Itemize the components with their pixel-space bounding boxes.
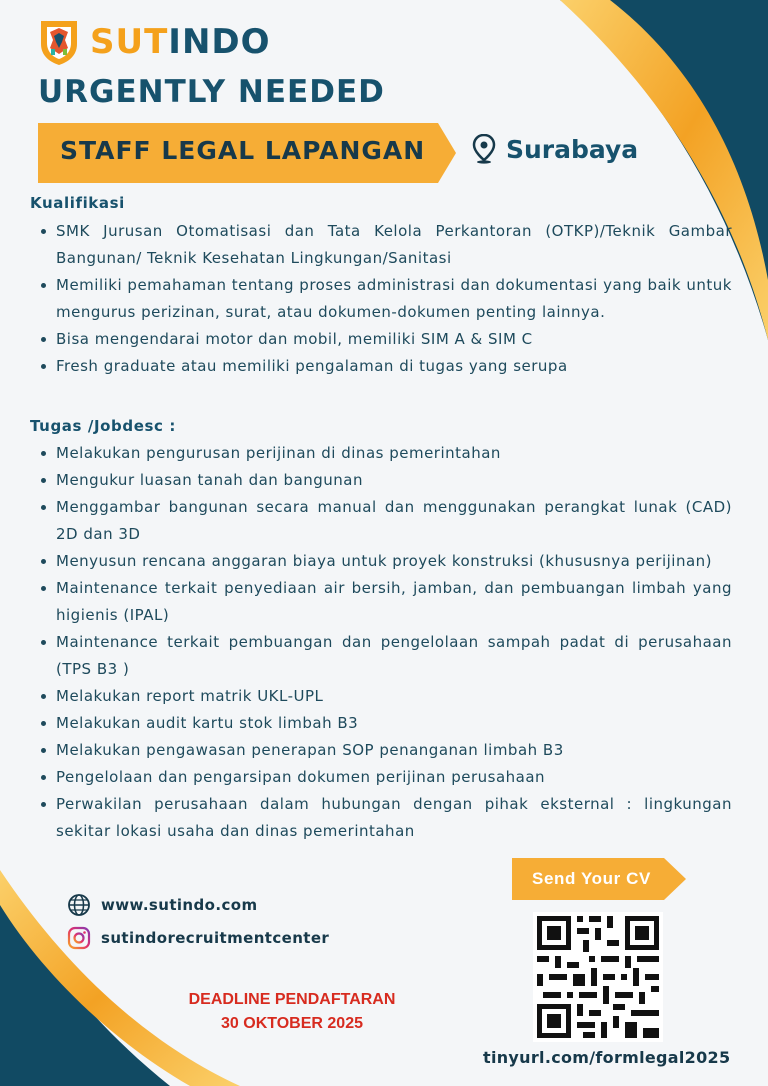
list-item: Maintenance terkait penyediaan air bersih, jamban, dan pembuangan limbah yang higienis (IPAL) (38, 575, 732, 629)
list-item: SMK Jurusan Otomatisasi dan Tata Kelola Perkantoran (OTKP)/Teknik Gambar Bangunan/ Teknik Kesehatan Lingkungan/Sanitasi (38, 218, 732, 272)
location-text: Surabaya (506, 134, 639, 164)
headline: URGENTLY NEEDED (38, 74, 385, 110)
list-item: Memiliki pemahaman tentang proses administrasi dan dokumentasi yang baik untuk mengurus perizinan, surat, atau dokumen-dokumen penting lainnya. (38, 272, 732, 326)
jobdesc-list (38, 440, 732, 845)
list-item: Melakukan report matrik UKL-UPL (38, 683, 732, 710)
website-contact[interactable] (67, 893, 257, 917)
instagram-contact[interactable] (67, 926, 329, 950)
qualifications-list (38, 218, 732, 380)
deadline-label: DEADLINE PENDAFTARAN (188, 991, 396, 1008)
instagram-handle[interactable]: sutindorecruitmentcenter (101, 929, 330, 947)
brand-name-part1: SUT (90, 22, 169, 62)
list-item: Pengelolaan dan pengarsipan dokumen perijinan perusahaan (38, 764, 732, 791)
logo-shield-icon (38, 18, 80, 66)
deadline-date: 30 OKTOBER 2025 (221, 1015, 363, 1032)
list-item: Melakukan pengawasan penerapan SOP penanganan limbah B3 (38, 737, 732, 764)
send-cv-button[interactable] (512, 858, 686, 900)
list-item: Fresh graduate atau memiliki pengalaman di tugas yang serupa (38, 353, 732, 380)
globe-icon (67, 893, 91, 917)
qualifications-title: Kualifikasi (30, 194, 125, 212)
send-cv-label: Send Your CV (532, 869, 651, 888)
list-item: Melakukan pengurusan perijinan di dinas pemerintahan (38, 440, 732, 467)
brand-name-part2: INDO (168, 22, 271, 62)
jobdesc-title: Tugas /Jobdesc : (30, 417, 176, 435)
list-item: Melakukan audit kartu stok limbah B3 (38, 710, 732, 737)
website-link[interactable]: www.sutindo.com (101, 896, 258, 914)
list-item: Menyusun rencana anggaran biaya untuk proyek konstruksi (khususnya perijinan) (38, 548, 732, 575)
form-url[interactable]: tinyurl.com/formlegal2025 (483, 1048, 731, 1067)
list-item: Bisa mengendarai motor dan mobil, memiliki SIM A & SIM C (38, 326, 732, 353)
brand-name (90, 22, 271, 62)
brand-logo (38, 18, 271, 66)
deadline (150, 988, 434, 1036)
qr-code-icon[interactable] (533, 912, 663, 1042)
location (472, 134, 638, 164)
location-pin-icon (472, 134, 496, 164)
list-item: Maintenance terkait pembuangan dan pengelolaan sampah padat di perusahaan (TPS B3 ) (38, 629, 732, 683)
instagram-icon (67, 926, 91, 950)
role-banner (38, 123, 456, 183)
role-title: STAFF LEGAL LAPANGAN (60, 136, 426, 165)
list-item: Menggambar bangunan secara manual dan menggunakan perangkat lunak (CAD) 2D dan 3D (38, 494, 732, 548)
list-item: Perwakilan perusahaan dalam hubungan dengan pihak eksternal : lingkungan sekitar lokasi usaha dan dinas pemerintahan (38, 791, 732, 845)
list-item: Mengukur luasan tanah dan bangunan (38, 467, 732, 494)
